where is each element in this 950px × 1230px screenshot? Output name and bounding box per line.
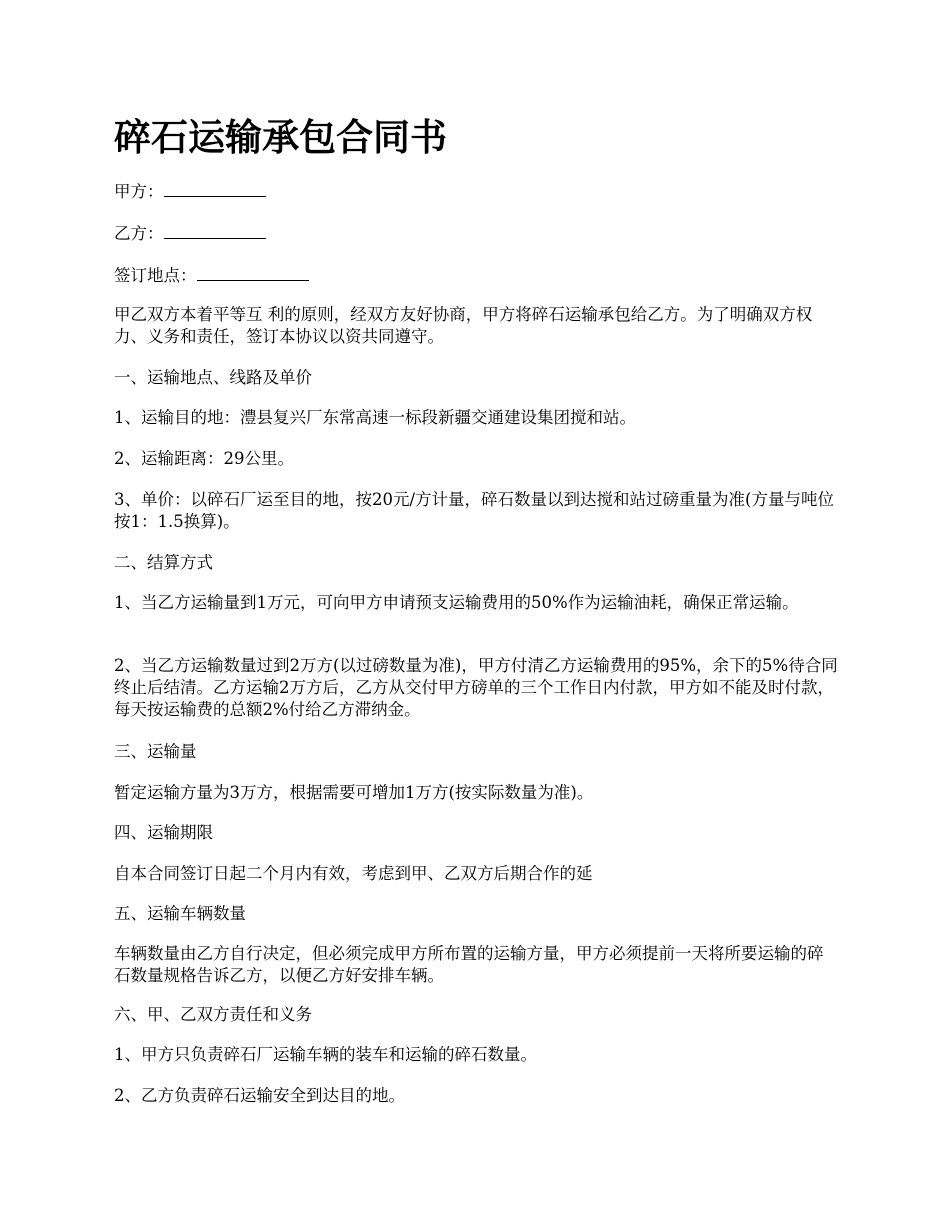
section-heading-1: 一、运输地点、线路及单价 bbox=[114, 368, 312, 387]
section-2-item-1: 1、当乙方运输量到1万元，可向甲方申请预支运输费用的50%作为运输油耗，确保正常运输。 bbox=[114, 593, 799, 612]
section-5-text: 车辆数量由乙方自行决定，但必须完成甲方所布置的运输方量，甲方必须提前一天将所要运输的碎石数量规格告诉乙方，以便乙方好安排车辆。 bbox=[114, 944, 824, 985]
section-6-item-1: 1、甲方只负责碎石厂运输车辆的装车和运输的碎石数量。 bbox=[114, 1045, 537, 1064]
party-b-blank bbox=[164, 222, 266, 239]
party-a-line bbox=[114, 180, 838, 203]
section-heading-4: 四、运输期限 bbox=[114, 823, 213, 842]
section-1-item-2: 2、运输距离：29公里。 bbox=[114, 449, 294, 468]
section-heading-2: 二、结算方式 bbox=[114, 553, 213, 572]
party-a-blank bbox=[164, 180, 266, 197]
party-a-label: 甲方： bbox=[114, 182, 164, 201]
party-b-line bbox=[114, 222, 838, 245]
sign-place-line bbox=[114, 264, 838, 287]
party-b-label: 乙方： bbox=[114, 224, 164, 243]
section-3-text: 暂定运输方量为3万方，根据需要可增加1万方(按实际数量为准)。 bbox=[114, 783, 594, 802]
document-title: 碎石运输承包合同书 bbox=[114, 115, 447, 159]
section-2-item-2: 2、当乙方运输数量过到2万方(以过磅数量为准)，甲方付清乙方运输费用的95%，余下的5%待合同终止后结清。乙方运输2万方后，乙方从交付甲方磅单的三个工作日内付款，甲方如不能及时付款，每天按运输费的总额2%付给乙方滞纳金。 bbox=[114, 656, 838, 719]
section-4-text: 自本合同签订日起二个月内有效，考虑到甲、乙双方后期合作的延 bbox=[114, 864, 593, 883]
sign-place-blank bbox=[197, 264, 309, 281]
intro-paragraph: 甲乙双方本着平等互 利的原则，经双方友好协商，甲方将碎石运输承包给乙方。为了明确双方权力、义务和责任，签订本协议以资共同遵守。 bbox=[114, 305, 813, 346]
sign-place-label: 签订地点： bbox=[114, 266, 197, 285]
section-heading-6: 六、甲、乙双方责任和义务 bbox=[114, 1005, 312, 1024]
section-heading-3: 三、运输量 bbox=[114, 742, 197, 761]
section-6-item-2: 2、乙方负责碎石运输安全到达目的地。 bbox=[114, 1086, 405, 1105]
section-1-item-3: 3、单价：以碎石厂运至目的地，按20元/方计量，碎石数量以到达搅和站过磅重量为准(方量与吨位按1：1.5换算)。 bbox=[114, 490, 834, 531]
section-heading-5: 五、运输车辆数量 bbox=[114, 904, 246, 923]
section-1-item-1: 1、运输目的地：澧县复兴厂东常高速一标段新疆交通建设集团搅和站。 bbox=[114, 408, 636, 427]
